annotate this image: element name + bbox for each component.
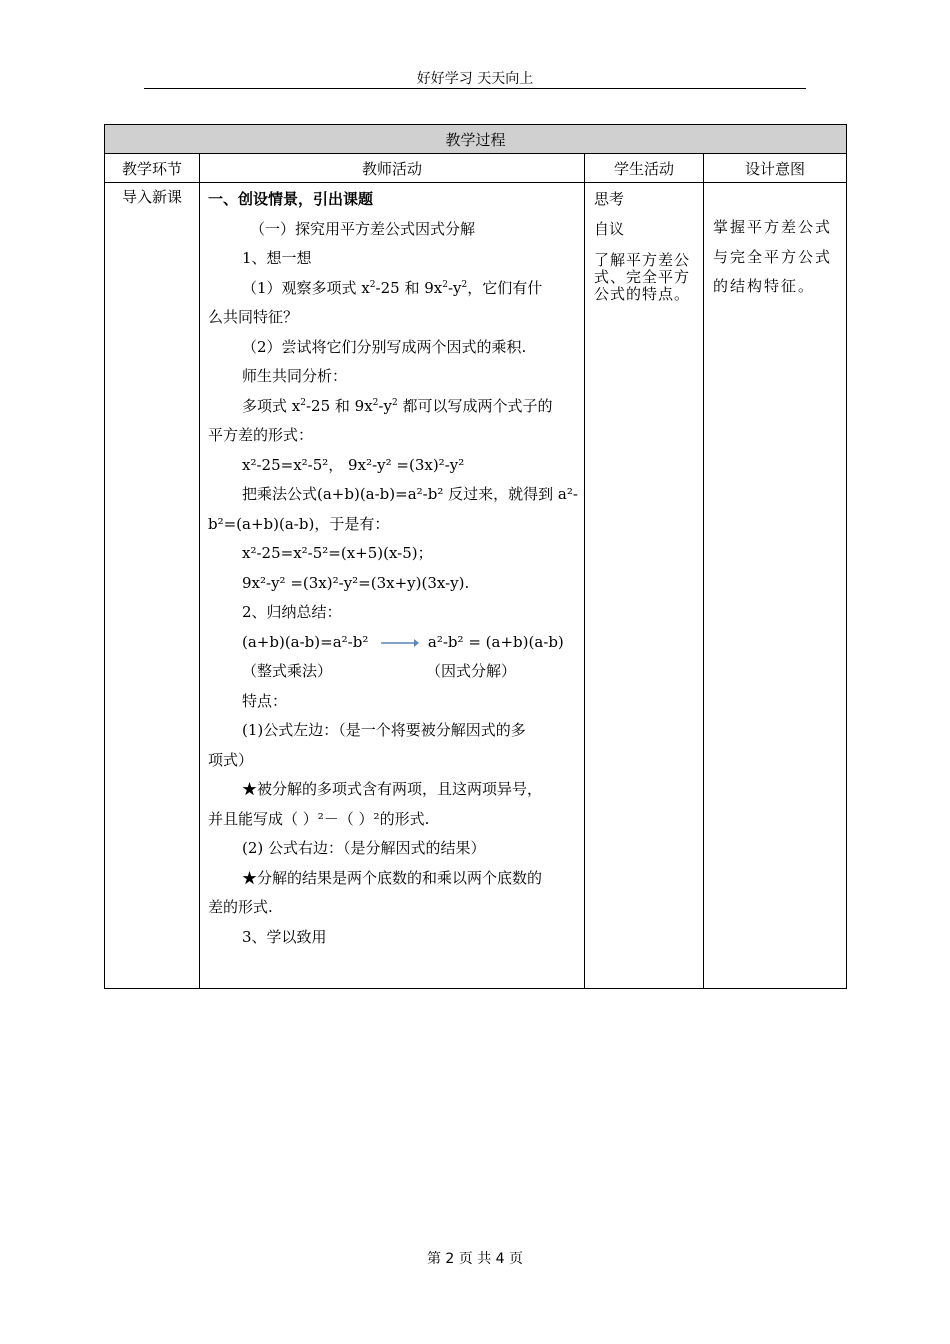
think-prompt: 1、想一想 xyxy=(242,249,312,267)
label-multiplication: （整式乘法） xyxy=(242,662,333,680)
design-intent-text: 掌握平方差公式与完全平方公式的结构特征。 xyxy=(713,218,833,295)
design-intent-cell xyxy=(704,183,847,989)
q1-part: -25 和 9x xyxy=(375,278,443,297)
formula-labels xyxy=(208,657,576,687)
formula-factoring: a²-b² = (a+b)(a-b) xyxy=(427,632,564,651)
section-heading: 一、创设情景，引出课题 xyxy=(208,190,374,208)
question-2: （2）尝试将它们分别写成两个因式的乘积. xyxy=(242,337,527,356)
poly-part: 多项式 x xyxy=(242,396,301,415)
page-footer: 第 2 页 共 4 页 xyxy=(426,1251,524,1267)
polynomial-statement-cont: 平方差的形式： xyxy=(208,426,314,444)
equation-2: x²-25=x²-5²=(x+5)(x-5)； xyxy=(242,544,433,562)
feature-label: 特点： xyxy=(242,691,288,710)
equation-1: x²-25=x²-5²， 9x²-y² =(3x)²-y² xyxy=(242,455,465,474)
question-1-cont: 么共同特征？ xyxy=(208,308,299,326)
subsection-title: （一）探究用平方差公式因式分解 xyxy=(250,219,476,238)
student-understand: 了解平方差公式、完全平方公式的特点。 xyxy=(594,251,691,303)
analysis-label: 师生共同分析： xyxy=(242,367,348,385)
polynomial-statement: 多项式 $x^2-25$ 和 $9x^2-y^2$ 都可以写成两个式子的 xyxy=(242,396,553,415)
q1-part: -y xyxy=(447,278,462,297)
student-discuss: 自议 xyxy=(594,219,625,238)
formula-row xyxy=(208,628,576,658)
right-arrow-icon xyxy=(381,637,419,649)
column-header-student: 学生活动 xyxy=(585,154,704,183)
poly-part: -25 和 9x xyxy=(305,396,373,415)
right-side-desc: (2) 公式右边：（是分解因式的结果） xyxy=(242,839,486,857)
student-think: 思考 xyxy=(594,190,625,208)
reverse-statement: 把乘法公式(a+b)(a-b)=a²-b² 反过来，就得到 a²- xyxy=(242,485,578,503)
question-1: （1）观察多项式 $x^2-25$ 和 $9x^2-y^2$，它们有什 xyxy=(242,278,543,297)
left-side-desc: (1)公式左边：（是一个将要被分解因式的多 xyxy=(242,721,526,739)
poly-part: -y xyxy=(378,396,392,415)
equation-3: 9x²-y² =(3x)²-y²=(3x+y)(3x-y). xyxy=(242,573,470,592)
reverse-statement-cont: b²=(a+b)(a-b)，于是有： xyxy=(208,514,390,533)
left-side-desc-cont: 项式） xyxy=(208,750,254,769)
q1-part: ，它们有什 xyxy=(467,278,543,297)
column-header-stage: 教学环节 xyxy=(105,154,200,183)
summary-title: 2、归纳总结： xyxy=(242,603,342,621)
column-header-teacher: 教师活动 xyxy=(200,154,585,183)
header-rule xyxy=(144,88,806,89)
stage-cell: 导入新课 xyxy=(105,183,200,989)
table-title: 教学过程 xyxy=(105,125,847,154)
star-note-1: ★被分解的多项式含有两项，且这两项异号， xyxy=(242,780,543,798)
q1-part: （1）观察多项式 x xyxy=(242,278,370,297)
formula-multiplication: (a+b)(a-b)=a²-b² xyxy=(242,632,369,651)
teacher-activity-cell xyxy=(200,183,585,989)
apply-title: 3、学以致用 xyxy=(242,927,327,946)
teaching-process-table xyxy=(104,124,847,989)
page-header: 好好学习 天天向上 xyxy=(416,71,534,87)
student-activity-cell xyxy=(585,183,704,989)
star-note-2: ★分解的结果是两个底数的和乘以两个底数的 xyxy=(242,868,543,887)
star-note-2-cont: 差的形式. xyxy=(208,898,273,916)
column-header-intent: 设计意图 xyxy=(704,154,847,183)
poly-part: 都可以写成两个式子的 xyxy=(397,396,553,415)
label-factoring: （因式分解） xyxy=(426,662,517,680)
star-note-1-cont: 并且能写成（ ）²－（ ）²的形式. xyxy=(208,809,430,828)
